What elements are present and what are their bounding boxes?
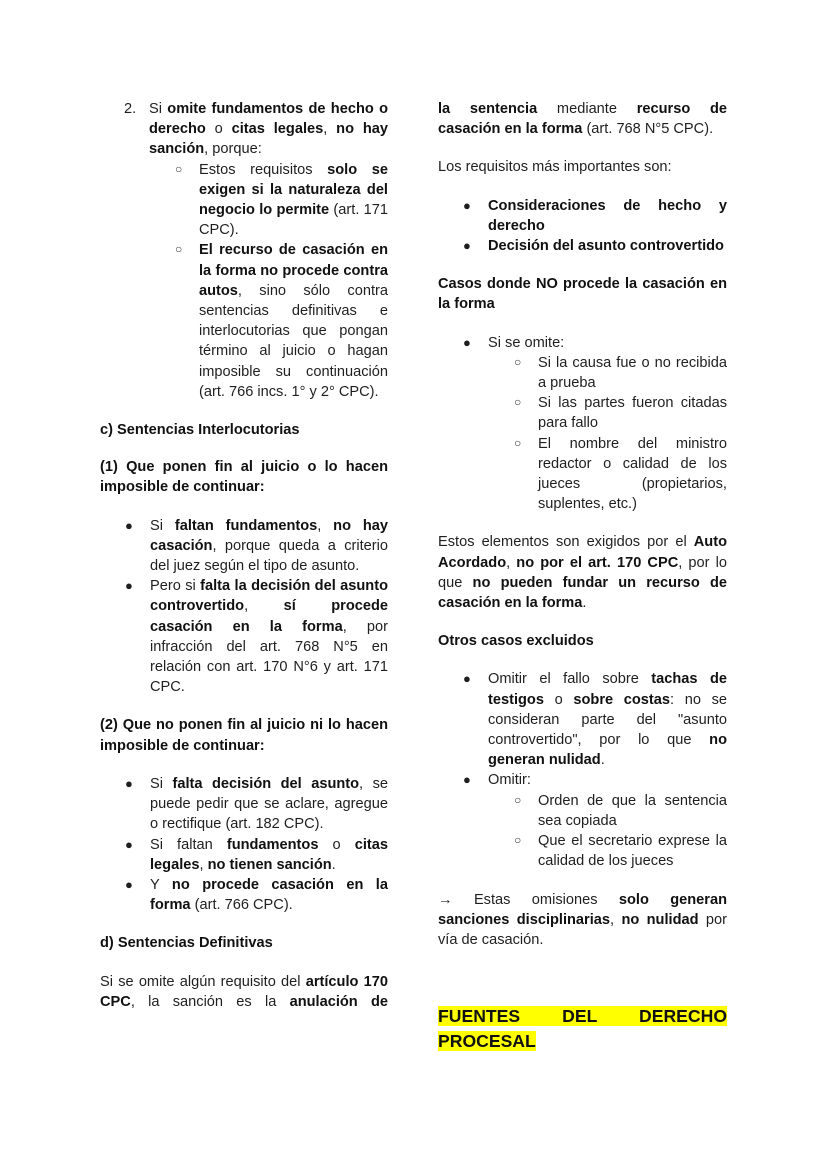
sub-list-item xyxy=(514,434,727,515)
conclusion-paragraph: → Estas omisiones solo generan sanciones disciplinarias, no nulidad por vía de casación. xyxy=(438,891,727,948)
sub-list-item xyxy=(175,240,388,402)
highlighted-title-text: FUENTES DEL DERECHO PROCESAL xyxy=(438,1006,727,1051)
list-item-text: Si se omite: xyxy=(488,334,565,351)
sub-list xyxy=(488,791,727,872)
bullet-list xyxy=(438,196,727,257)
list-item xyxy=(463,669,728,770)
list-item-text: Omitir el fallo sobre tachas de testigos o sobre costas: no se consideran parte del "asunto controvertido", por lo que no generan nulidad. xyxy=(488,671,728,769)
list-item-text: Si faltan fundamentos, no hay casación, porque queda a criterio del juez según el tipo de asunto. xyxy=(150,517,389,575)
list-item xyxy=(125,835,388,875)
left-column xyxy=(100,99,388,1012)
bullet-icon: ● xyxy=(125,578,133,594)
sub-list-item-text: Orden de que la sentencia sea copiada xyxy=(538,792,727,829)
paragraph-continuation: la sentencia mediante recurso de casación en la forma (art. 768 N°5 CPC). xyxy=(438,101,727,138)
sub-list xyxy=(149,160,388,402)
sub-list-item-text: Estos requisitos solo se exigen si la naturaleza del negocio lo permite (art. 171 CPC). xyxy=(199,161,388,239)
bullet-icon: ● xyxy=(463,334,471,350)
hollow-bullet-icon: ○ xyxy=(175,242,183,257)
sub-list-item xyxy=(514,791,727,831)
next-section-title xyxy=(438,1004,727,1053)
bullet-list xyxy=(100,516,388,698)
bullet-icon: ● xyxy=(463,772,471,788)
section-heading: d) Sentencias Definitivas xyxy=(100,935,273,952)
list-item xyxy=(125,774,388,835)
list-item-text: Y no procede casación en la forma (art. 766 CPC). xyxy=(150,876,388,914)
bullet-icon: ● xyxy=(463,238,471,254)
bullet-list xyxy=(438,669,727,871)
bullet-icon: ● xyxy=(125,517,133,533)
paragraph: Estos elementos son exigidos por el Auto Acordado, no por el art. 170 CPC, por lo que no pueden fundar un recurso de casación en la forma. xyxy=(438,534,727,612)
bullet-icon: ● xyxy=(125,836,133,852)
list-item xyxy=(463,770,727,871)
list-item xyxy=(125,516,389,577)
sub-list-item xyxy=(514,353,727,393)
list-item-text: Si omite fundamentos de hecho o derecho o citas legales, no hay sanción, porque: xyxy=(149,101,389,158)
section-heading: Otros casos excluidos xyxy=(438,633,594,650)
right-column xyxy=(438,99,727,1053)
list-item-text: Si faltan fundamentos o citas legales, no tienen sanción. xyxy=(150,836,388,873)
section-heading: c) Sentencias Interlocutorias xyxy=(100,422,300,439)
hollow-bullet-icon: ○ xyxy=(514,435,522,450)
list-number: 2. xyxy=(124,101,137,117)
sub-list xyxy=(488,353,727,515)
list-item-text: Omitir: xyxy=(488,772,531,789)
list-item-2 xyxy=(124,99,389,402)
list-item-text: Pero si falta la decisión del asunto controvertido, sí procede casación en la forma, por infracción del art. 768 N°5 en relación con art. 170 N°6 y art. 171 CPC. xyxy=(150,578,389,696)
bullet-icon: ● xyxy=(463,671,471,687)
list-item-text: Consideraciones de hecho y derecho xyxy=(488,197,727,234)
list-item xyxy=(463,236,727,256)
sub-list-item-text: El nombre del ministro redactor o calidad de los jueces (propietarios, suplentes, etc.) xyxy=(538,435,727,513)
sub-list-item xyxy=(514,393,727,433)
bullet-list xyxy=(438,333,727,515)
list-item-text: Decisión del asunto controvertido xyxy=(488,238,724,255)
list-item xyxy=(125,576,389,697)
subsection-heading: (1) Que ponen fin al juicio o lo hacen imposible de continuar: xyxy=(100,459,388,496)
bullet-list xyxy=(100,774,388,915)
list-item xyxy=(125,875,388,915)
bullet-icon: ● xyxy=(125,775,133,791)
section-heading: Casos donde NO procede la casación en la forma xyxy=(438,276,727,313)
list-item xyxy=(463,333,727,515)
sub-list-item-text: Si la causa fue o no recibida a prueba xyxy=(538,354,727,392)
sub-list-item-text: El recurso de casación en la forma no procede contra autos, sino sólo contra sentencias definitivas e interlocutorias que pongan término al juicio o hagan imposible su continuación (art. 766 incs. 1° y 2° CPC). xyxy=(199,242,388,400)
list-item-text: Si falta decisión del asunto, se puede pedir que se aclare, agregue o rectifique (art. 182 CPC). xyxy=(150,775,388,833)
paragraph: Los requisitos más importantes son: xyxy=(438,159,672,176)
sub-list-item-text: Que el secretario exprese la calidad de los jueces xyxy=(538,833,727,870)
sub-list-item xyxy=(514,831,727,871)
hollow-bullet-icon: ○ xyxy=(175,161,183,176)
hollow-bullet-icon: ○ xyxy=(514,354,522,369)
subsection-heading: (2) Que no ponen fin al juicio ni lo hacen imposible de continuar: xyxy=(100,717,388,754)
bullet-icon: ● xyxy=(463,197,471,213)
list-item xyxy=(463,196,727,236)
bullet-icon: ● xyxy=(125,876,133,892)
hollow-bullet-icon: ○ xyxy=(514,395,522,410)
sub-list-item-text: Si las partes fueron citadas para fallo xyxy=(538,395,727,432)
paragraph: Si se omite algún requisito del artículo 170 CPC, la sanción es la anulación de xyxy=(100,973,388,1010)
hollow-bullet-icon: ○ xyxy=(514,833,522,848)
numbered-list xyxy=(100,99,388,402)
sub-list-item xyxy=(175,160,388,241)
hollow-bullet-icon: ○ xyxy=(514,792,522,807)
